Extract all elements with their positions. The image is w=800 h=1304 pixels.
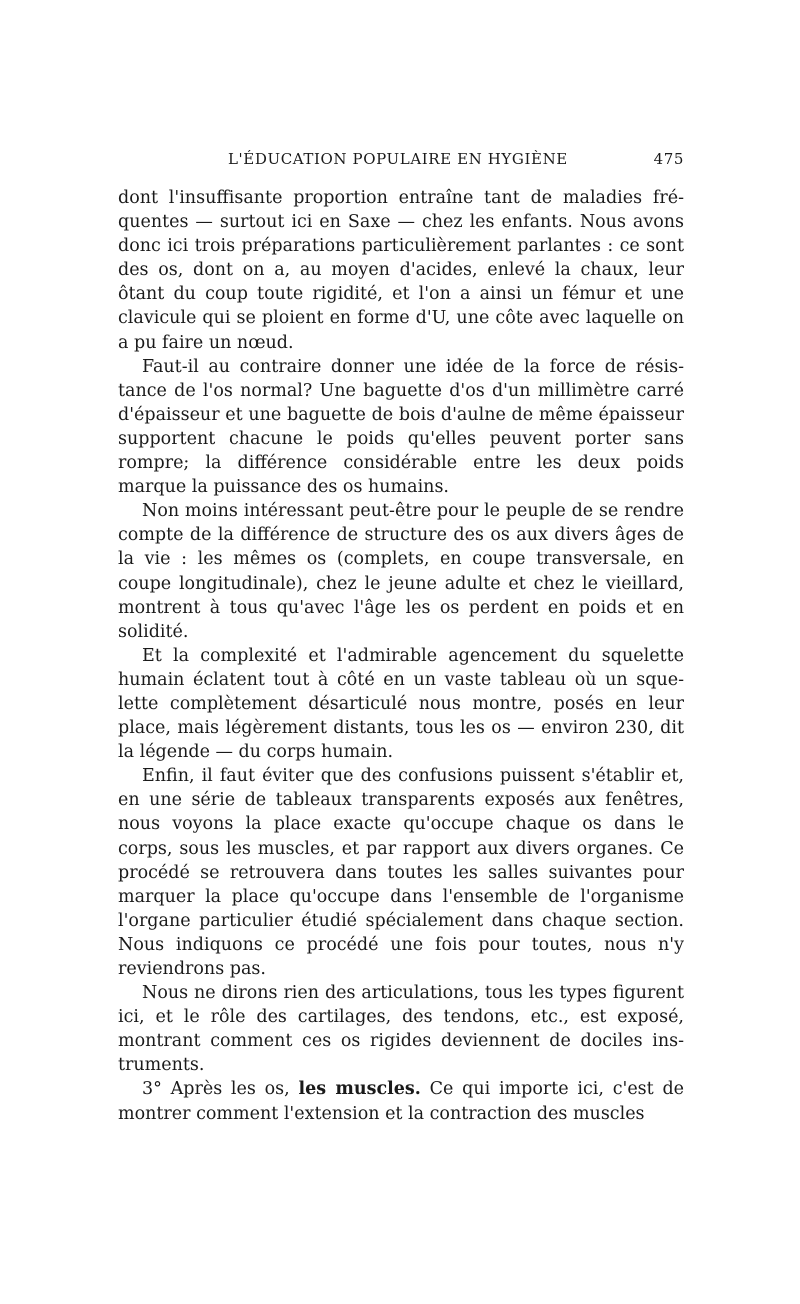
muscles-text: Ce qui importe ici, c'est de montrer comment l'extension et la contraction des muscles <box>118 1079 685 1124</box>
paragraph-skeleton: Et la complexité et l'admirable agencement du squelette humain éclatent tout à côté en un vaste tableau où un sque-lette complètement désarticulé nous montre, posés en leur place, mais légèrement distants, tous les os — environ 230, dit la légende — du corps humain. <box>118 645 684 763</box>
paragraph-continuation: dont l'insuffisante proportion entraîne tant de maladies fré-quentes — surtout ici en Saxe — chez les enfants. Nous avons donc ici trois préparations particulièrement parlantes : ce sont des os, dont on a, au moyen d'acides, enlevé la chaux, leur ôtant du coup toute rigidité, et l'on a ainsi un fémur et une clavicule qui se ploient en forme d'U, une côte avec laquelle on a pu faire un nœud. <box>118 188 684 353</box>
running-header <box>118 150 684 174</box>
paragraph-articulations: Nous ne dirons rien des articulations, tous les types figurent ici, et le rôle des cartilages, des tendons, etc., est exposé, montrant comment ces os rigides deviennent de dociles ins-truments. <box>118 983 684 1076</box>
paragraph-muscles <box>118 1077 684 1125</box>
muscles-lead: 3° Après les os, <box>142 1079 299 1100</box>
muscles-heading: les muscles. <box>298 1079 421 1100</box>
running-title: L'ÉDUCATION POPULAIRE EN HYGIÈNE <box>228 150 568 168</box>
paragraph-bone-strength: Faut-il au contraire donner une idée de la force de résis-tance de l'os normal? Une baguette d'os d'un millimètre carré d'épaisseur et une baguette de bois d'aulne de même épaisseur supportent chacune le poids qu'elles peuvent porter sans rompre; la différence considérable entre les deux poids marque la puissance des os humains. <box>118 356 684 498</box>
paragraph-bone-ages: Non moins intéressant peut-être pour le peuple de se rendre compte de la différence de structure des os aux divers âges de la vie : les mêmes os (complets, en coupe transversale, en coupe longitudinale), chez le jeune adulte et chez le vieillard, montrent à tous qu'avec l'âge les os perdent en poids et en solidité. <box>118 501 684 642</box>
page-number: 475 <box>653 150 684 168</box>
paragraph-transparent-tables: Enfin, il faut éviter que des confusions puissent s'établir et, en une série de tableaux transparents exposés aux fenêtres, nous voyons la place exacte qu'occupe chaque os dans le corps, sous les muscles, et par rapport aux divers organes. Ce procédé se retrouvera dans toutes les salles suivantes pour marquer la place qu'occupe dans l'ensemble de l'organisme l'organe particulier étudié spécialement dans chaque section. Nous indiquons ce procédé une fois pour toutes, nous n'y reviendrons pas. <box>118 766 684 979</box>
body-text <box>118 186 684 1126</box>
